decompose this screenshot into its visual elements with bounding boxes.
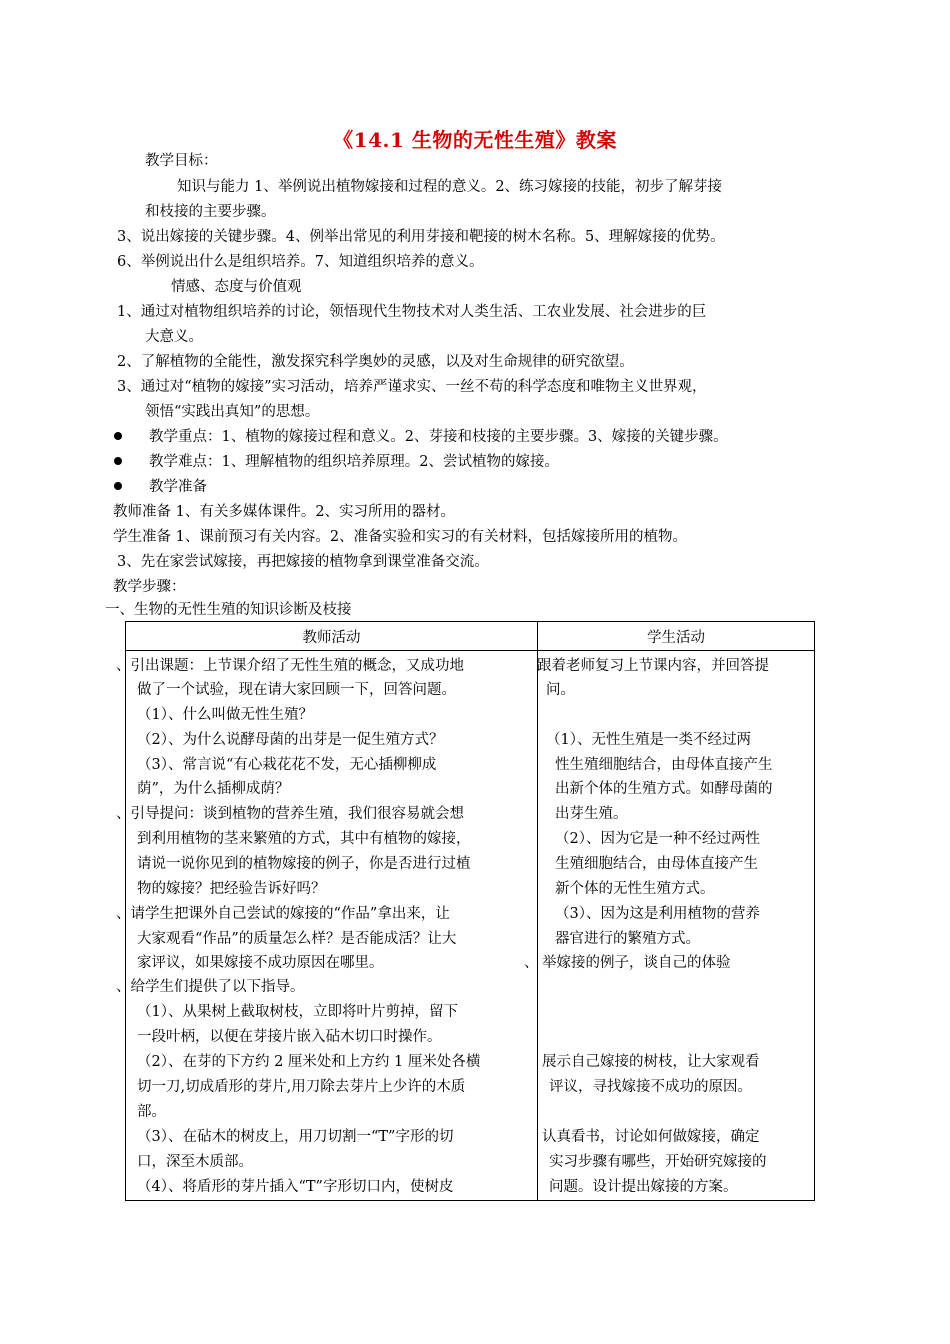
teacher-line: （3）、在砧木的树皮上，用刀切割一“T”字形的切 [137,1129,454,1145]
student-line: （1）、无性生殖是一类不经过两 [546,732,751,748]
teacher-line: 一段叶柄，以便在芽接片嵌入砧木切口时操作。 [137,1029,442,1045]
student-prep: 学生准备 1、课前预习有关内容。2、准备实验和实习的有关材料，包括嫁接所用的植物。 [113,529,688,545]
bullet-icon [114,457,122,465]
teacher-line: 、引导提问：谈到植物的营养生殖，我们很容易就会想 [116,806,464,822]
teacher-line: 家评议，如果嫁接不成功原因在哪里。 [137,955,384,971]
emotion-line-2: 2、了解植物的全能性，激发探究科学奥妙的灵感，以及对生命规律的研究欲望。 [117,354,634,370]
student-line: 实习步骤有哪些，开始研究嫁接的 [549,1154,767,1170]
document-title: 《14.1 生物的无性生殖》教案 [333,128,617,152]
emotion-line-1b: 大意义。 [145,329,203,345]
teacher-line: （1）、什么叫做无性生殖？ [137,707,313,723]
student-line: 、 [524,955,539,971]
teacher-line: 、给学生们提供了以下指导。 [116,979,305,995]
teacher-line: （1）、从果树上截取树枝，立即将叶片剪掉，留下 [137,1004,458,1020]
teacher-line: 请说一说你见到的植物嫁接的例子，你是否进行过植 [137,856,471,872]
emotion-heading: 情感、态度与价值观 [171,279,302,295]
bullet-icon [114,482,122,490]
emotion-line-1a: 1、通过对植物组织培养的讨论，领悟现代生物技术对人类生活、工农业发展、社会进步的巨 [117,304,707,320]
difficulties: 教学难点：1、理解植物的组织培养原理。2、尝试植物的嫁接。 [149,454,559,470]
student-line: 跟着老师复习上节课内容，并回答提 [537,658,769,674]
student-line: （2）、因为它是一种不经过两性 [555,831,760,847]
student-prep-3: 3、先在家尝试嫁接，再把嫁接的植物拿到课堂准备交流。 [117,554,489,570]
key-points: 教学重点：1、植物的嫁接过程和意义。2、芽接和枝接的主要步骤。3、嫁接的关键步骤。 [149,429,728,445]
student-line: 展示自己嫁接的树枝，让大家观看 [542,1054,760,1070]
knowledge-line-4: 6、举例说出什么是组织培养。7、知道组织培养的意义。 [117,254,484,270]
student-line: 举嫁接的例子，谈自己的体验 [542,955,731,971]
steps-heading: 教学步骤： [113,579,186,595]
teacher-line: 、请学生把课外自己尝试的嫁接的“作品”拿出来，让 [116,906,450,922]
student-line: 评议，寻找嫁接不成功的原因。 [549,1079,752,1095]
teacher-prep: 教师准备 1、有关多媒体课件。2、实习所用的器材。 [113,504,456,520]
teacher-line: （2）、为什么说酵母菌的出芽是一促生殖方式？ [137,732,444,748]
student-line: 问题。设计提出嫁接的方案。 [549,1179,738,1195]
bullet-icon [114,432,122,440]
student-line: 性生殖细胞结合，由母体直接产生 [555,757,773,773]
header-student-activity: 学生活动 [538,622,815,651]
student-line: 新个体的无性生殖方式。 [555,881,715,897]
teacher-line: （4）、将盾形的芽片插入“T”字形切口内，使树皮 [137,1179,454,1195]
student-line: （3）、因为这是利用植物的营养 [555,906,760,922]
student-line: 器官进行的繁殖方式。 [555,931,700,947]
prep-heading: 教学准备 [149,479,207,495]
teacher-line: 部。 [137,1104,166,1120]
emotion-line-3a: 3、通过对“植物的嫁接”实习活动，培养严谨求实、一丝不苟的科学态度和唯物主义世界观， [117,379,707,395]
student-line: 出新个体的生殖方式。如酵母菌的 [555,781,773,797]
student-line: 生殖细胞结合，由母体直接产生 [555,856,758,872]
teacher-line: 荫”，为什么插柳成荫？ [137,781,290,797]
teacher-activity-cell [116,651,538,1201]
knowledge-line-1: 知识与能力 1、举例说出植物嫁接和过程的意义。2、练习嫁接的技能，初步了解芽接 [177,179,723,195]
teacher-line: 做了一个试验，现在请大家回顾一下，回答问题。 [137,682,456,698]
objectives-heading: 教学目标： [145,153,218,169]
teacher-line: 到利用植物的茎来繁殖的方式，其中有植物的嫁接， [137,831,471,847]
student-line: 认真看书，讨论如何做嫁接，确定 [542,1129,760,1145]
student-activity-cell [524,651,815,1201]
section-heading: 一、生物的无性生殖的知识诊断及枝接 [105,602,352,618]
knowledge-line-3: 3、说出嫁接的关键步骤。4、例举出常见的利用芽接和靶接的树木名称。5、理解嫁接的优势。 [117,229,725,245]
knowledge-line-2: 和枝接的主要步骤。 [145,204,276,220]
emotion-line-3b: 领悟“实践出真知”的思想。 [145,404,320,420]
teacher-line: 口，深至木质部。 [137,1154,253,1170]
header-teacher-activity: 教师活动 [126,622,538,651]
teacher-line: 切一刀,切成盾形的芽片,用刀除去芽片上少许的木质 [137,1079,466,1095]
teacher-line: 、引出课题：上节课介绍了无性生殖的概念，又成功地 [116,658,464,674]
teacher-line: （3）、常言说“有心栽花花不发，无心插柳柳成 [137,757,437,773]
teacher-line: 物的嫁接？把经验告诉好吗？ [137,881,326,897]
student-line: 问。 [546,682,575,698]
activity-table [116,621,815,1201]
teacher-line: （2）、在芽的下方约 2 厘米处和上方约 1 厘米处各横 [137,1054,481,1070]
teacher-line: 大家观看“作品”的质量怎么样？是否能成活？让大 [137,931,457,947]
student-line: 出芽生殖。 [555,806,628,822]
